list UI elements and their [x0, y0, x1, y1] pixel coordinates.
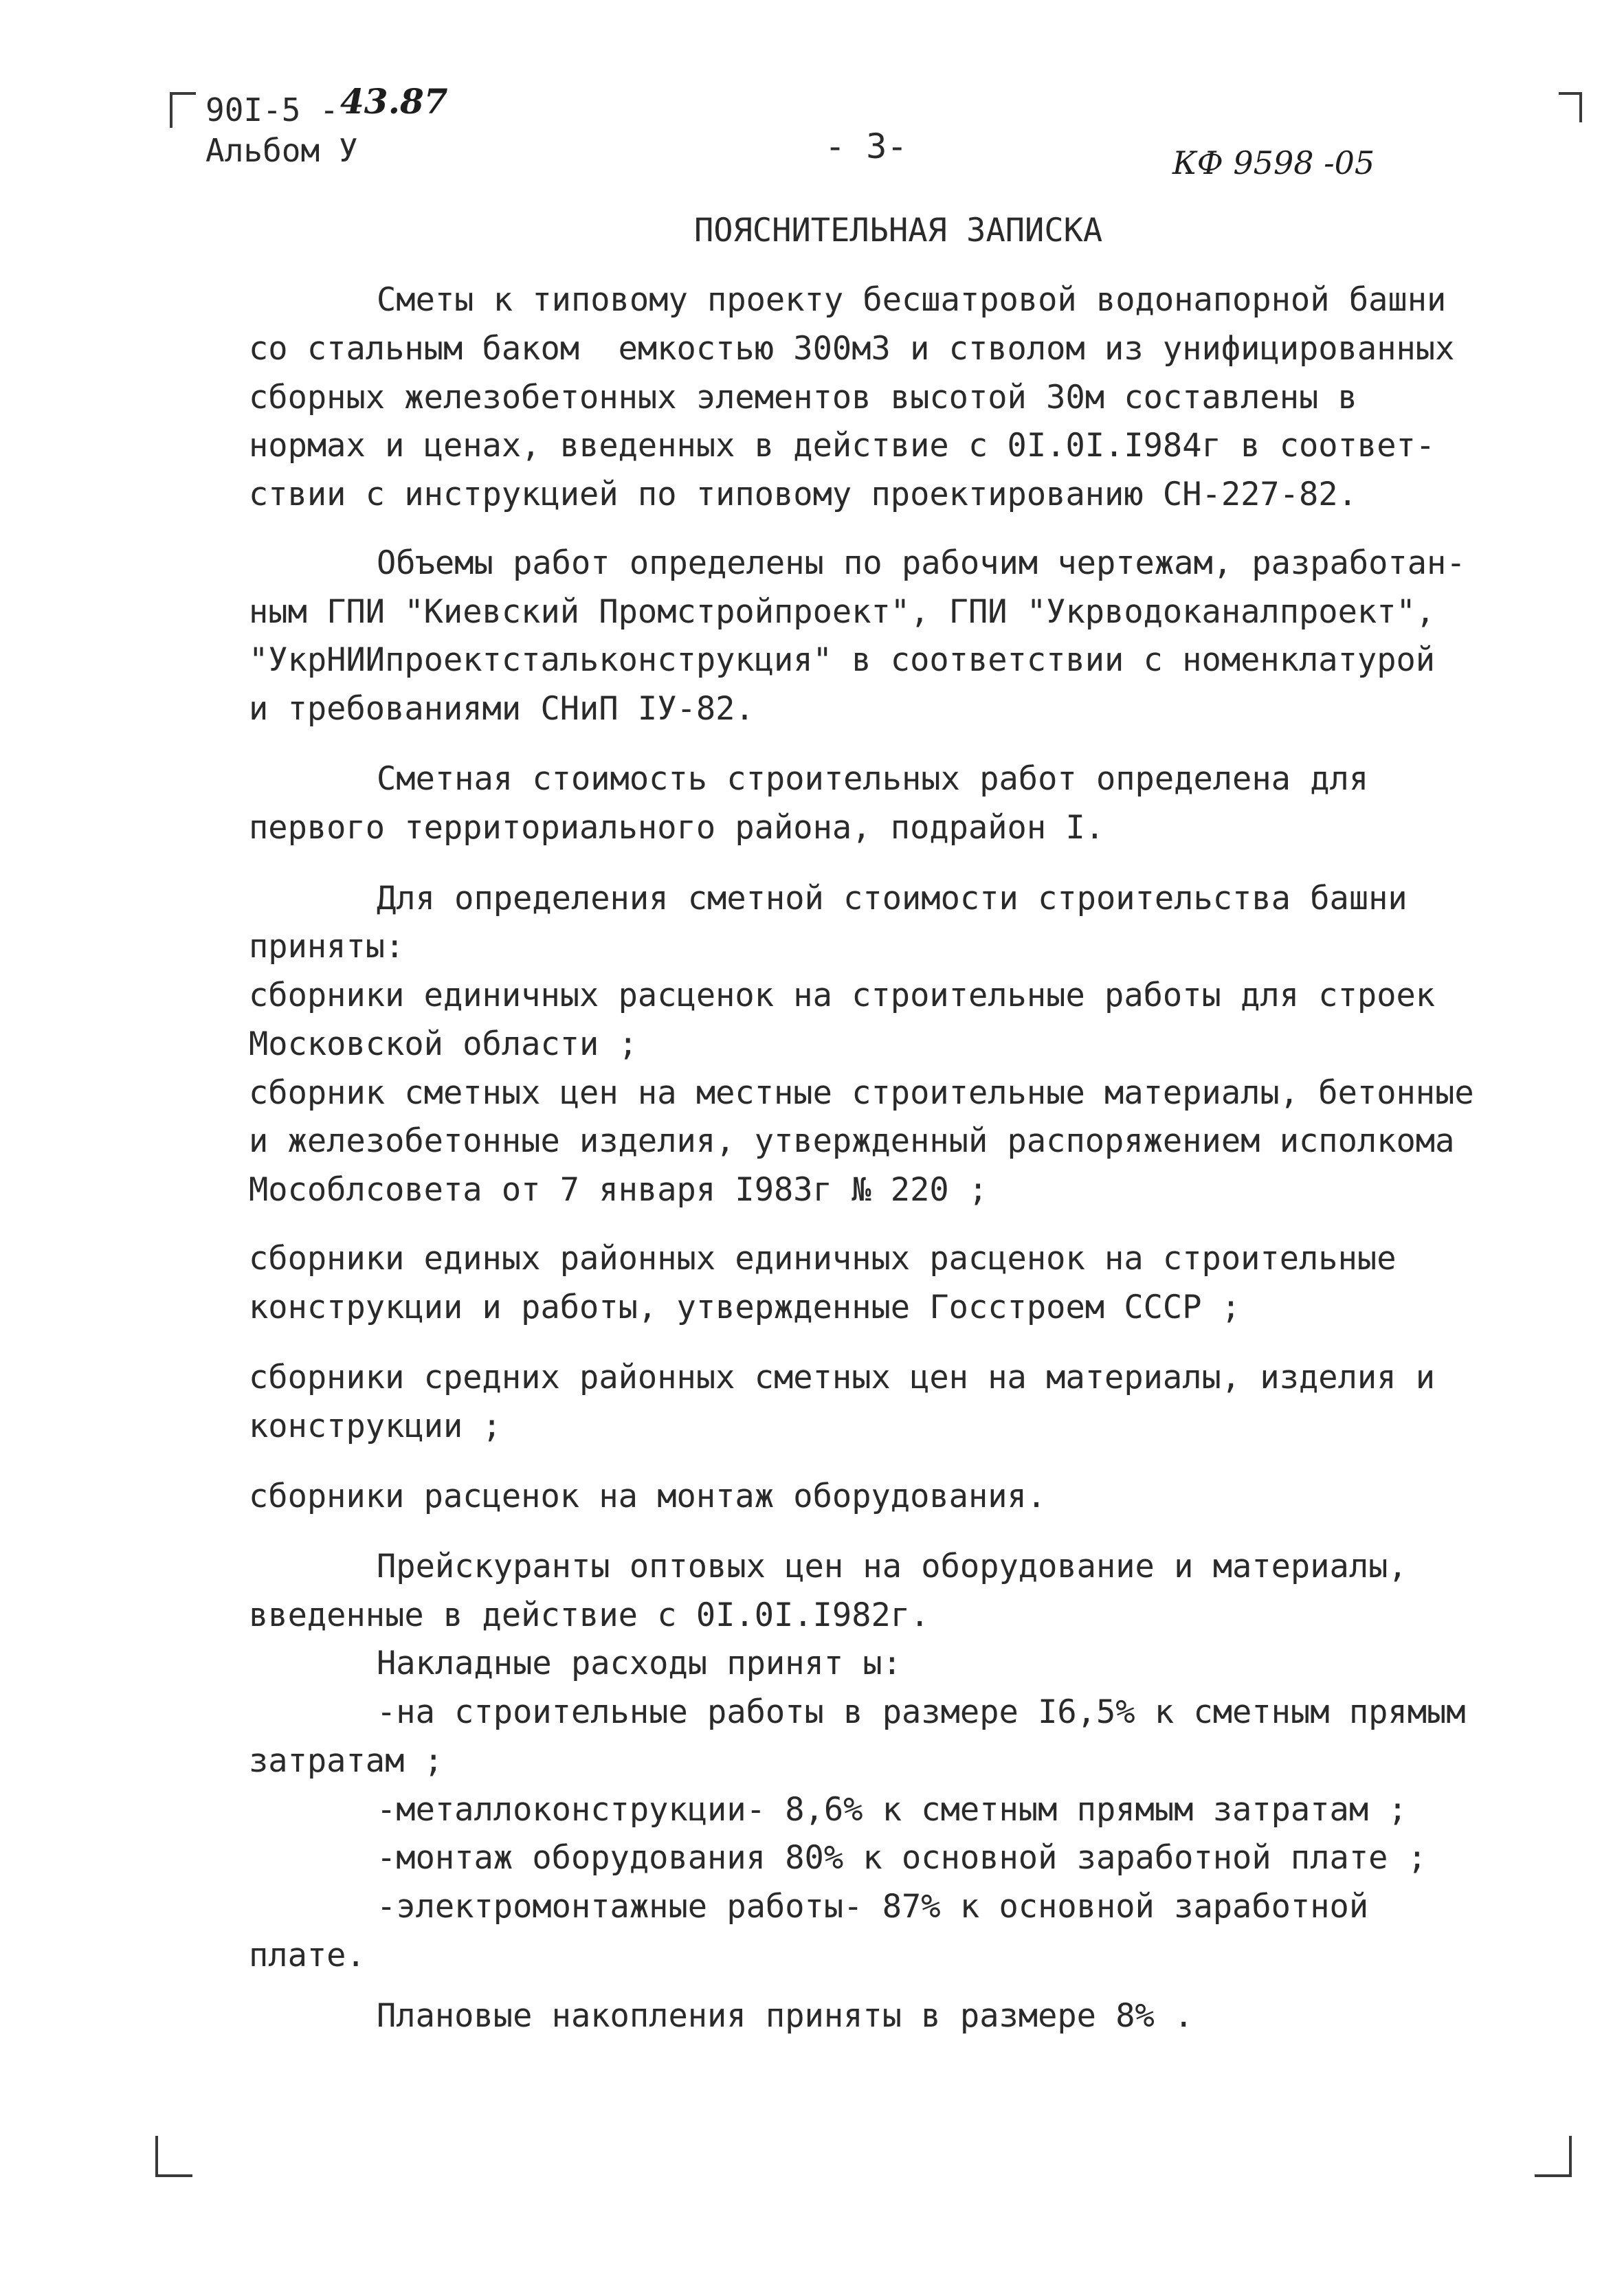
- body-line: затратам ;: [249, 1742, 443, 1780]
- body-line: Накладные расходы принят ы:: [377, 1645, 902, 1682]
- body-line: Прейскуранты оптовых цен на оборудование и материалы,: [377, 1548, 1408, 1585]
- body-line: Объемы работ определены по рабочим чертежам, разработан-: [377, 544, 1466, 582]
- body-line: сборники единых районных единичных расценок на строительные: [249, 1240, 1397, 1278]
- body-line: ным ГПИ "Киевский Промстройпроект", ГПИ "Укрводоканалпроект",: [249, 593, 1436, 631]
- body-line: -металлоконструкции- 8,6% к сметным прямым затратам ;: [377, 1791, 1408, 1829]
- body-line: Сметная стоимость строительных работ определена для: [377, 760, 1369, 798]
- body-line: Плановые накопления приняты в размере 8% .: [377, 1997, 1194, 2035]
- body-line: сборных железобетонных элементов высотой 30м составлены в: [249, 379, 1357, 416]
- corner-mark-bottom-right: [1535, 2136, 1572, 2177]
- body-line: приняты:: [249, 928, 405, 966]
- body-line: -монтаж оборудования 80% к основной заработной плате ;: [377, 1839, 1427, 1877]
- body-line: -электромонтажные работы- 87% к основной заработной: [377, 1888, 1369, 1926]
- body-line: сборники средних районных сметных цен на материалы, изделия и: [249, 1359, 1436, 1396]
- series-code: 90I-5 -: [205, 91, 339, 129]
- body-line: сборник сметных цен на местные строительные материалы, бетонные: [249, 1074, 1474, 1112]
- body-line: и железобетонные изделия, утвержденный распоряжением исполкома: [249, 1122, 1455, 1160]
- body-line: конструкции и работы, утвержденные Госстроем СССР ;: [249, 1289, 1241, 1326]
- body-line: сборники единичных расценок на строительные работы для строек: [249, 977, 1436, 1014]
- body-line: плате.: [249, 1937, 366, 1974]
- corner-mark-bottom-left: [155, 2136, 192, 2177]
- body-line: -на строительные работы в размере I6,5% к сметным прямым: [377, 1693, 1466, 1731]
- inventory-handwritten-number: КФ 9598 -05: [1172, 144, 1375, 181]
- body-line: ствии с инструкцией по типовому проектированию СН-227-82.: [249, 476, 1357, 513]
- body-line: Для определения сметной стоимости строительства башни: [377, 880, 1408, 917]
- body-line: "УкрНИИпроектстальконструкция" в соответствии с номенклатурой: [249, 641, 1436, 679]
- page-title: ПОЯСНИТЕЛЬНАЯ ЗАПИСКА: [694, 212, 1103, 249]
- corner-mark-top-right: [1559, 92, 1582, 122]
- corner-mark-top-left: [170, 92, 196, 128]
- body-line: со стальным баком емкостью 300м3 и стволом из унифицированных: [249, 330, 1455, 368]
- body-line: Сметы к типовому проекту бесшатровой водонапорной башни: [377, 281, 1447, 319]
- body-line: сборники расценок на монтаж оборудования.: [249, 1478, 1047, 1515]
- body-line: Мособлсовета от 7 января I983г № 220 ;: [249, 1171, 988, 1209]
- series-handwritten-number: 43.87: [340, 81, 448, 122]
- body-line: первого территориального района, подрайон I.: [249, 809, 1105, 847]
- album-label: Альбом У: [205, 132, 358, 169]
- body-line: Московской области ;: [249, 1025, 638, 1063]
- page-number: - 3-: [825, 126, 908, 166]
- body-line: и требованиями СНиП IУ-82.: [249, 690, 755, 728]
- body-line: конструкции ;: [249, 1407, 502, 1445]
- body-line: нормах и ценах, введенных в действие с 0I.0I.I984г в соответ-: [249, 427, 1436, 465]
- body-line: введенные в действие с 0I.0I.I982г.: [249, 1596, 930, 1634]
